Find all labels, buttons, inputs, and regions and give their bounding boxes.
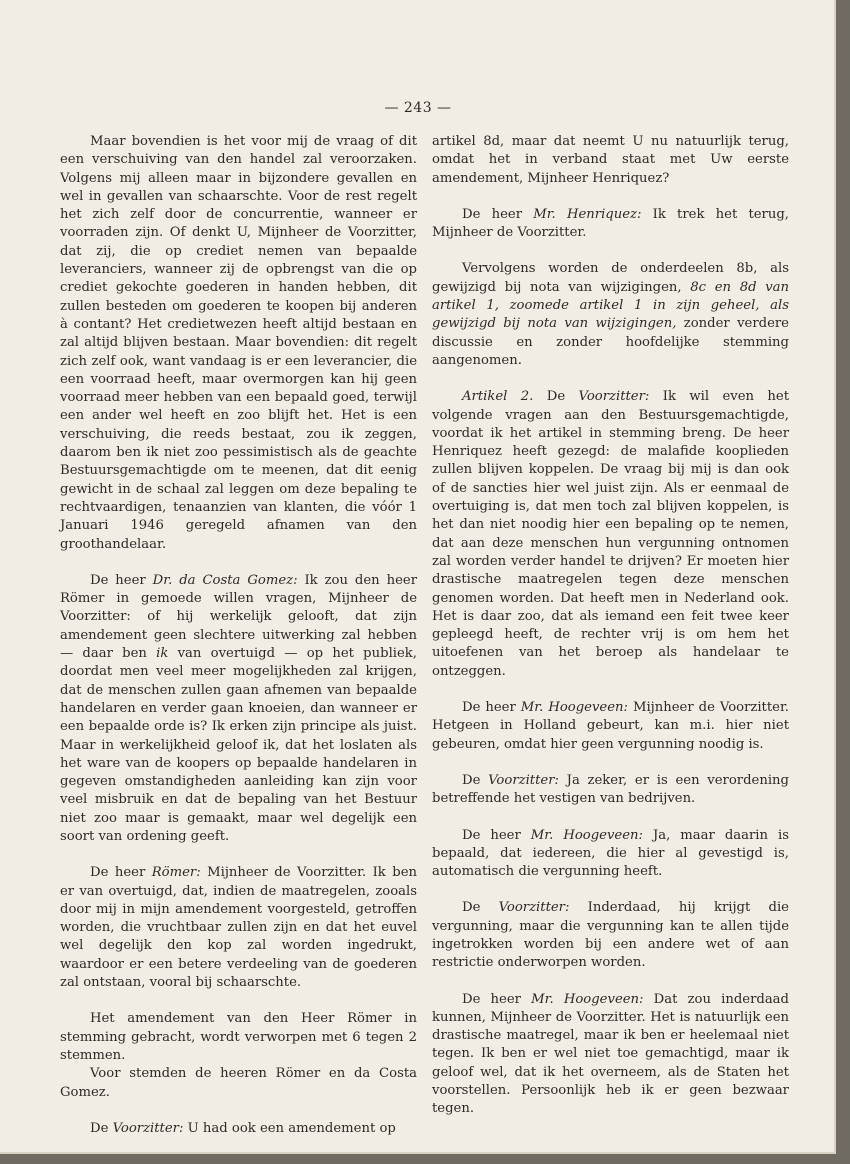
speaker-name: Mr. Hoogeveen: <box>530 827 643 843</box>
paragraph: Vervolgens worden de onderdeelen 8b, als gewijzigd bij nota van wijzigingen, 8c en 8d van artikel 1, zoomede artikel 1 in zijn geheel, als gewijzigd bij nota van wijzigingen, zonder verdere discussie en zonder hoofdelijke stemming aangenomen. <box>432 261 790 368</box>
emphasis: ik <box>156 646 169 662</box>
speaker-name: Voorzitter: <box>498 900 570 916</box>
speaker-paragraph: De heer Mr. Henriquez: Ik trek het terug, Mijnheer de Voorzitter. <box>432 206 789 241</box>
emphasis: 8c en 8d van artikel 1, zoomede artikel 1 in zijn geheel, als gewijzigd bij nota van wijzigingen, <box>432 279 790 332</box>
speaker-name: Dr. da Costa Gomez: <box>152 572 298 588</box>
article-label: Artikel 2. <box>462 389 534 405</box>
speaker-paragraph: De heer Mr. Hoogeveen: Ja, maar daarin is bepaald, dat iedereen, die hier al gevestigd is, automatisch die vergunning heeft. <box>432 827 789 880</box>
speaker-paragraph: Artikel 2. De Voorzitter: Ik wil even het volgende vragen aan den Bestuursgemachtigde, voordat ik het artikel in stemming breng. De heer Henriquez heeft gezegd: de malafide kooplieden zullen blijven koppelen. De vraag bij mij is dan ook of de sancties hier wel juist zijn. Als er eenmaal de overtuiging is, dat men toch zal blijven koppelen, is het dan niet noodig hier een bepaling op te nemen, dat aan deze menschen hun vergunning ontnomen zal worden verder handel te drijven? Er moeten hier drastische maatregelen tegen deze menschen genomen worden. Dat heeft men in Nederland ook. Het is daar zoo, dat als iemand een feit twee keer gepleegd heeft, de rechter vrij is om hem het uitoefenen van het beroep als handelaar te ontzeggen. <box>432 389 790 679</box>
speaker-name: Mr. Hoogeveen: <box>531 991 644 1007</box>
speaker-name: Voorzitter: <box>488 772 559 788</box>
paragraph: Voor stemden de heeren Römer en da Costa Gomez. <box>60 1066 417 1100</box>
paragraph: Maar bovendien is het voor mij de vraag of dit een verschuiving van den handel zal veroorzaken. Volgens mij alleen maar in bijzondere gevallen en wel in gevallen van schaarschte. Voor de rest regelt het zich zelf door de concurrentie, wanneer er voorraden zijn. Of denkt U, Mijnheer de Voorzitter, dat zij, die op crediet nemen van bepaalde leveranciers, wanneer zij de opbrengst van die op crediet gekochte goederen in handen hebben, dit zullen besteden om goederen te koopen bij anderen à contant? Het credietwezen heeft altijd bestaan en zal altijd blijven bestaan. Maar bovendien: dit regelt zich zelf ook, want vandaag is er een leverancier, die een voorraad heeft, maar overmorgen kan hij geen voorraad meer hebben van een bepaald goed, terwijl een ander wel heeft en zoo blijft het. Het is een verschuiving, die reeds bestaat, zou ik zeggen, daarom ben ik niet zoo pessimistisch als de geachte Bestuursgemachtigde om te meenen, dat dit eenig gewicht in de schaal zal leggen om deze bepaling te rechtvaardigen, tenaanzien van klanten, die vóór 1 Januari 1946 geregeld afnamen van den groothandelaar. <box>60 134 417 552</box>
speaker-name: Römer: <box>151 865 201 881</box>
page-number: — 243 — <box>384 100 452 116</box>
paragraph: artikel 8d, maar dat neemt U nu natuurlijk terug, omdat het in verband staat met Uw eerste amendement, Mijnheer Henriquez? <box>432 134 789 186</box>
speaker-name: Mr. Hoogeveen: <box>520 700 628 716</box>
speaker-paragraph: De heer Mr. Hoogeveen: Dat zou inderdaad kunnen, Mijnheer de Voorzitter. Het is natuurlijk een drastische maatregel, maar ik ben er heelemaal niet tegen. Ik ben er wel niet toe gemachtigd, maar ik geloof wel, dat ik het overneem, als de Staten het voorstellen. Persoonlijk heb ik er geen bezwaar tegen. <box>432 991 789 1117</box>
speaker-paragraph: De Voorzitter: Inderdaad, hij krijgt die vergunning, maar die vergunning kan te allen tijde ingetrokken worden bij een andere wet of aan restrictie onderworpen worden. <box>432 900 789 971</box>
speaker-paragraph: De heer Mr. Hoogeveen: Mijnheer de Voorzitter. Hetgeen in Holland gebeurt, kan m.i. hier niet gebeuren, omdat hier geen vergunning noodig is. <box>432 700 789 752</box>
speaker-name: Voorzitter: <box>578 389 650 405</box>
speaker-paragraph: De Voorzitter: Ja zeker, er is een verordening betreffende het vestigen van bedrijven. <box>432 772 789 807</box>
right-column <box>432 133 789 1119</box>
speaker-paragraph: De Voorzitter: U had ook een amendement op <box>90 1120 396 1136</box>
speaker-name: Voorzitter: <box>112 1120 184 1136</box>
left-column <box>60 133 417 1138</box>
speaker-paragraph: De heer Dr. da Costa Gomez: Ik zou den heer Römer in gemoede willen vragen, Mijnheer de Voorzitter: of hij werkelijk gelooft, dat zijn amendement geen slechtere uitwerking zal hebben — daar ben ik van overtuigd — op het publiek, doordat men veel meer mogelijkheden zal krijgen, dat de menschen zullen gaan afnemen van bepaalde handelaren en verder gaan knoeien, dan wanneer er een bepaalde orde is? Ik erken zijn principe als juist. Maar in werkelijkheid geloof ik, dat het loslaten als het ware van de koopers op bepaalde handelaren in gegeven omstandigheden aanleiding kan zijn voor veel misbruik en dat de bepaling van het Bestuur niet zoo maar is gemaakt, maar wel degelijk een soort van ordening geeft. <box>60 572 417 844</box>
speaker-paragraph: De heer Römer: Mijnheer de Voorzitter. Ik ben er van overtuigd, dat, indien de maatregelen, zooals door mij in mijn amendement voorgesteld, getroffen worden, die vruchtbaar zullen zijn en dat het euvel wel degelijk den kop zal worden ingedrukt, waardoor er een betere verdeeling van de goederen zal ontstaan, vooral bij schaarschte. <box>60 865 417 991</box>
paragraph: Het amendement van den Heer Römer in stemming gebracht, wordt verworpen met 6 tegen 2 stemmen. <box>60 1011 417 1063</box>
speaker-name: Mr. Henriquez: <box>533 206 642 222</box>
